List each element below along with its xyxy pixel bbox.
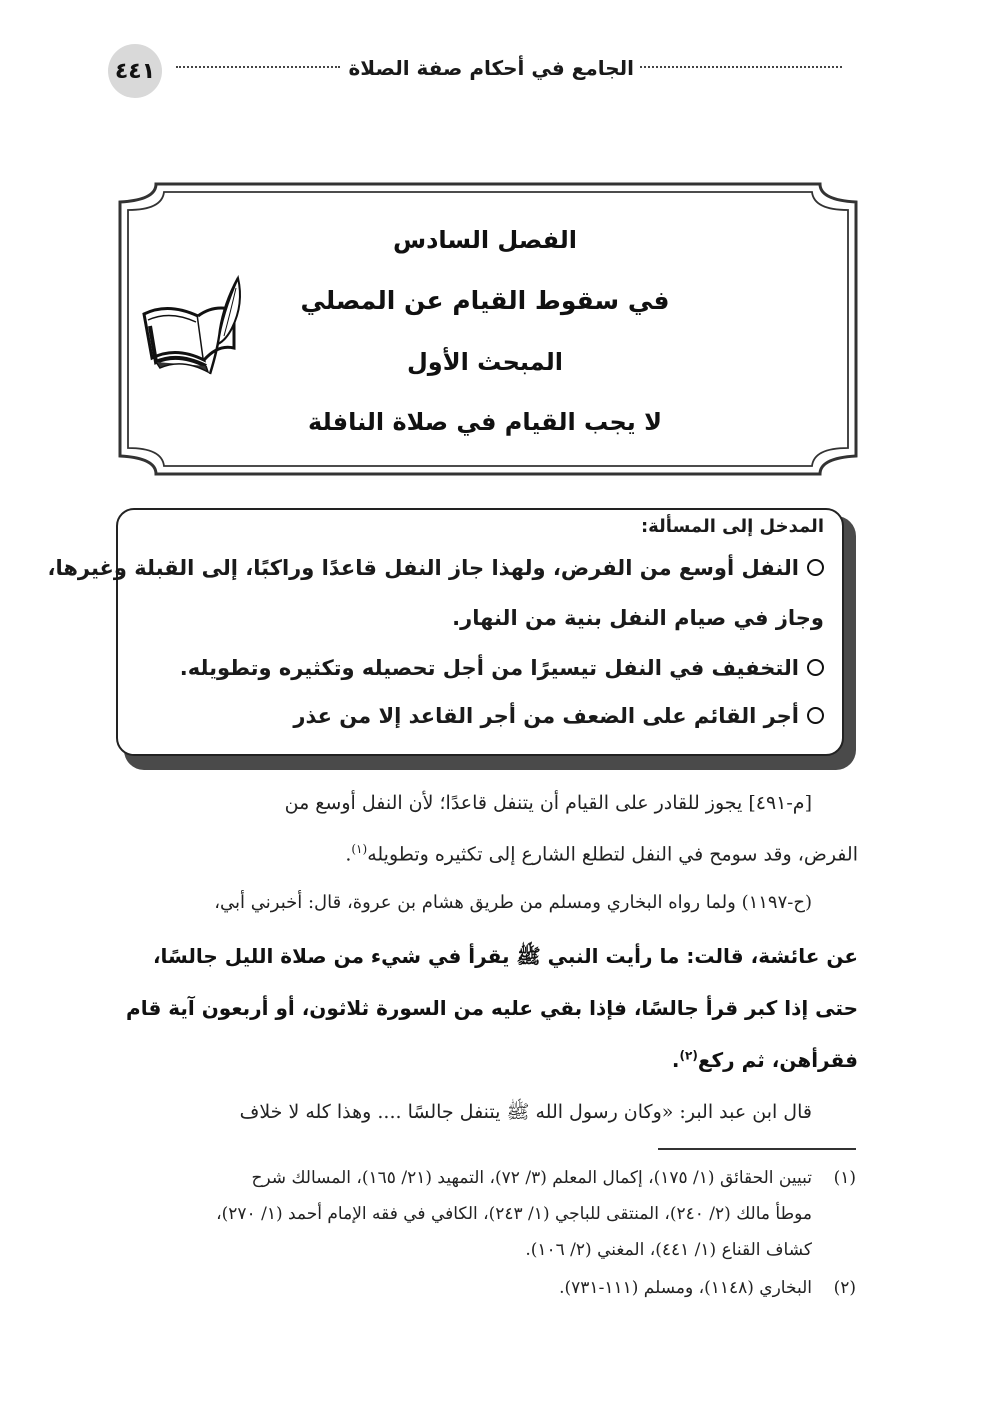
body-p3-line1: قال ابن عبد البر: «وكان رسول الله ﷺ يتنفل جالسًا .... وهذا كله لا خلاف xyxy=(239,1101,812,1123)
hadith-line-1: عن عائشة، قالت: ما رأيت النبي ﷺ يقرأ في شيء من صلاة الليل جالسًا، xyxy=(152,944,858,968)
intro-box xyxy=(47,508,844,756)
intro-bullet-2-text: التخفيف في النفل تيسيرًا من أجل تحصيله وتكثيره وتطويله. xyxy=(179,656,799,680)
intro-bullet-1-text: النفل أوسع من الفرض، ولهذا جاز النفل قاعدًا وراكبًا، إلى القبلة وغيرها، xyxy=(47,556,799,580)
intro-bullet-3 xyxy=(293,704,824,728)
running-title: الجامع في أحكام صفة الصلاة xyxy=(348,56,634,80)
intro-bullet-1 xyxy=(48,556,825,580)
footnote-1-number: (١) xyxy=(833,1168,856,1188)
intro-bullet-2 xyxy=(180,656,824,680)
footnote-1-line1: تبيين الحقائق (١/ ١٧٥)، إكمال المعلم (٣/ ٧٢)، التمهيد (٢١/ ١٦٥)، المسالك شرح xyxy=(251,1168,812,1188)
body-p2-line1: (ح-١١٩٧) ولما رواه البخاري ومسلم من طريق هشام بن عروة، قال: أخبرني أبي، xyxy=(214,892,812,913)
intro-bullet-1-cont: وجاز في صيام النفل بنية من النهار. xyxy=(452,606,824,630)
footnote-1-line2: موطأ مالك (٢/ ٢٤٠)، المنتقى للباجي (١/ ٢٤٣)، الكافي في فقه الإمام أحمد (١/ ٢٧٠)، xyxy=(216,1204,812,1224)
chapter-title: الفصل السادس xyxy=(392,226,578,254)
bullet-circle-icon xyxy=(807,559,824,576)
footnote-ref-2: (٢) xyxy=(679,1048,698,1063)
book-quill-icon xyxy=(138,274,250,378)
hadith-line-2: حتى إذا كبر قرأ جالسًا، فإذا بقي عليه من السورة ثلاثون، أو أربعون آية قام xyxy=(126,996,858,1020)
chapter-titles xyxy=(230,226,740,442)
header-dots-right xyxy=(640,66,842,68)
section-heading: المبحث الأول xyxy=(406,348,564,376)
hadith-line-3: فقرأهن، ثم ركع$^{(٢)}$. xyxy=(671,1048,858,1072)
bullet-circle-icon xyxy=(807,659,824,676)
header-dots-left xyxy=(176,66,340,68)
footnote-1-line3: كشاف القناع (١/ ٤٤١)، المغني (٢/ ١٠٦). xyxy=(525,1240,812,1260)
body-p1-line2: الفرض، وقد سومح في النفل لتطلع الشارع إلى تكثيره وتطويله$^{(١)}$. xyxy=(345,842,858,866)
footnote-ref-1: (١) xyxy=(351,842,368,856)
bullet-circle-icon xyxy=(807,707,824,724)
hadith-line-3-text: فقرأهن، ثم ركع xyxy=(697,1048,858,1072)
intro-title: المدخل إلى المسألة: xyxy=(640,516,824,537)
footnote-2-line1: البخاري (١١٤٨)، ومسلم (١١١-٧٣١). xyxy=(559,1278,812,1298)
footnote-2-number: (٢) xyxy=(833,1278,856,1298)
intro-bullet-3-text: أجر القائم على الضعف من أجر القاعد إلا من عذر xyxy=(293,704,799,728)
section-title: لا يجب القيام في صلاة النافلة xyxy=(308,408,662,436)
body-p1-line1: [م-٤٩١] يجوز للقادر على القيام أن يتنفل قاعدًا؛ لأن النفل أوسع من xyxy=(284,792,812,814)
footnote-rule xyxy=(658,1148,856,1150)
chapter-subtitle: في سقوط القيام عن المصلي xyxy=(300,286,670,315)
body-p1-line2-text: الفرض، وقد سومح في النفل لتطلع الشارع إلى تكثيره وتطويله xyxy=(367,843,858,866)
page-number: ٤٤١ xyxy=(108,44,162,98)
